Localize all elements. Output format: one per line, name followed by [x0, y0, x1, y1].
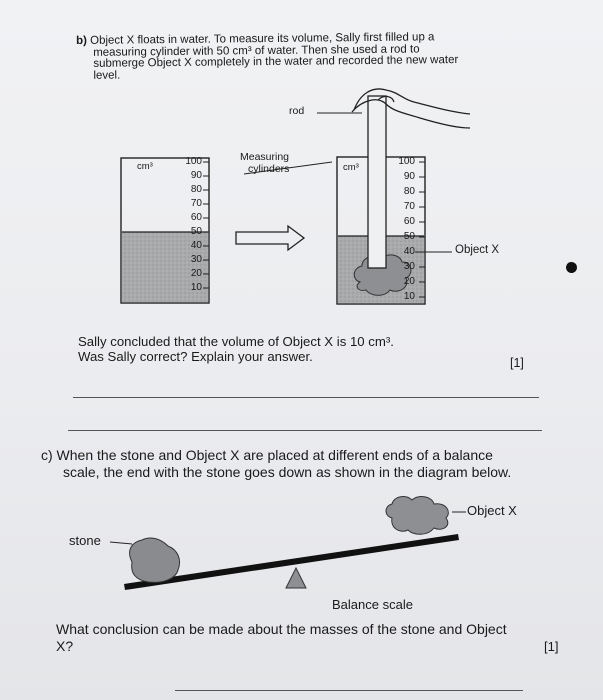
right-tick-label: 20 [403, 276, 415, 287]
stone-pointer [110, 542, 132, 544]
object-x-label-b: Object X [455, 244, 500, 256]
answer-line-2[interactable] [68, 430, 542, 431]
object-x-balance-shape [386, 497, 448, 535]
left-tick-label: 30 [190, 254, 202, 265]
right-arrow [236, 226, 304, 250]
object-x-label-c: Object X [467, 503, 517, 518]
rod-shape [368, 96, 386, 268]
answer-line-1[interactable] [73, 397, 539, 398]
stone-label: stone [69, 533, 101, 548]
sally-line-2: Was Sally correct? Explain your answer. [78, 349, 313, 364]
right-tick-label: 50 [403, 231, 415, 242]
left-unit-label: cm³ [137, 161, 153, 172]
left-tick-label: 70 [190, 198, 202, 209]
stone-shape [130, 538, 180, 582]
right-tick-label: 70 [403, 201, 415, 212]
question-b-line-1: b) Object X floats in water. To measure its volume, Sally first filled up a [75, 31, 435, 47]
left-tick-label: 60 [190, 212, 202, 223]
right-unit-label: cm³ [343, 162, 359, 173]
question-c-line-1: c) When the stone and Object X are placed at different ends of a balance [41, 447, 493, 463]
right-tick-label: 40 [403, 246, 415, 257]
sally-question [78, 334, 394, 364]
rod-label: rod [289, 105, 305, 117]
left-tick-label: 80 [190, 184, 202, 195]
sally-line-1: Sally concluded that the volume of Object X is 10 cm³. [78, 334, 394, 349]
right-tick-label: 80 [403, 186, 415, 197]
question-b-line-4: level. [93, 69, 121, 82]
right-tick-label: 100 [398, 156, 415, 167]
right-tick-label: 90 [403, 171, 415, 182]
conclusion-line-2: X? [56, 638, 74, 654]
question-b-line-2: measuring cylinder with 50 cm³ of water. Then she used a rod to [93, 42, 420, 59]
question-c-text [41, 447, 511, 481]
right-tick-label: 10 [403, 291, 415, 302]
conclusion-line-1: What conclusion can be made about the masses of the stone and Object [56, 621, 507, 637]
left-tick-label: 50 [190, 226, 202, 237]
balance-pivot [286, 568, 306, 588]
cylinders-label-line-2: cylinders [248, 163, 290, 175]
right-tick-label: 30 [403, 261, 415, 272]
question-c-line-2: scale, the end with the stone goes down as shown in the diagram below. [63, 464, 512, 480]
left-tick-label: 20 [190, 268, 202, 279]
answer-line-3[interactable] [175, 690, 523, 691]
conclusion-mark: [1] [544, 639, 559, 654]
cylinders-diagram [0, 0, 603, 330]
question-b-line-3: submerge Object X completely in the water and recorded the new water [93, 53, 459, 70]
balance-scale-label: Balance scale [332, 597, 413, 612]
left-tick-label: 10 [190, 282, 202, 293]
cylinders-label-line-1: Measuring [240, 151, 290, 163]
sally-mark: [1] [510, 356, 524, 370]
left-tick-label: 90 [190, 170, 202, 181]
conclusion-question [56, 621, 507, 655]
left-tick-label: 40 [190, 240, 202, 251]
left-tick-label: 100 [185, 156, 202, 167]
right-tick-label: 60 [403, 216, 415, 227]
